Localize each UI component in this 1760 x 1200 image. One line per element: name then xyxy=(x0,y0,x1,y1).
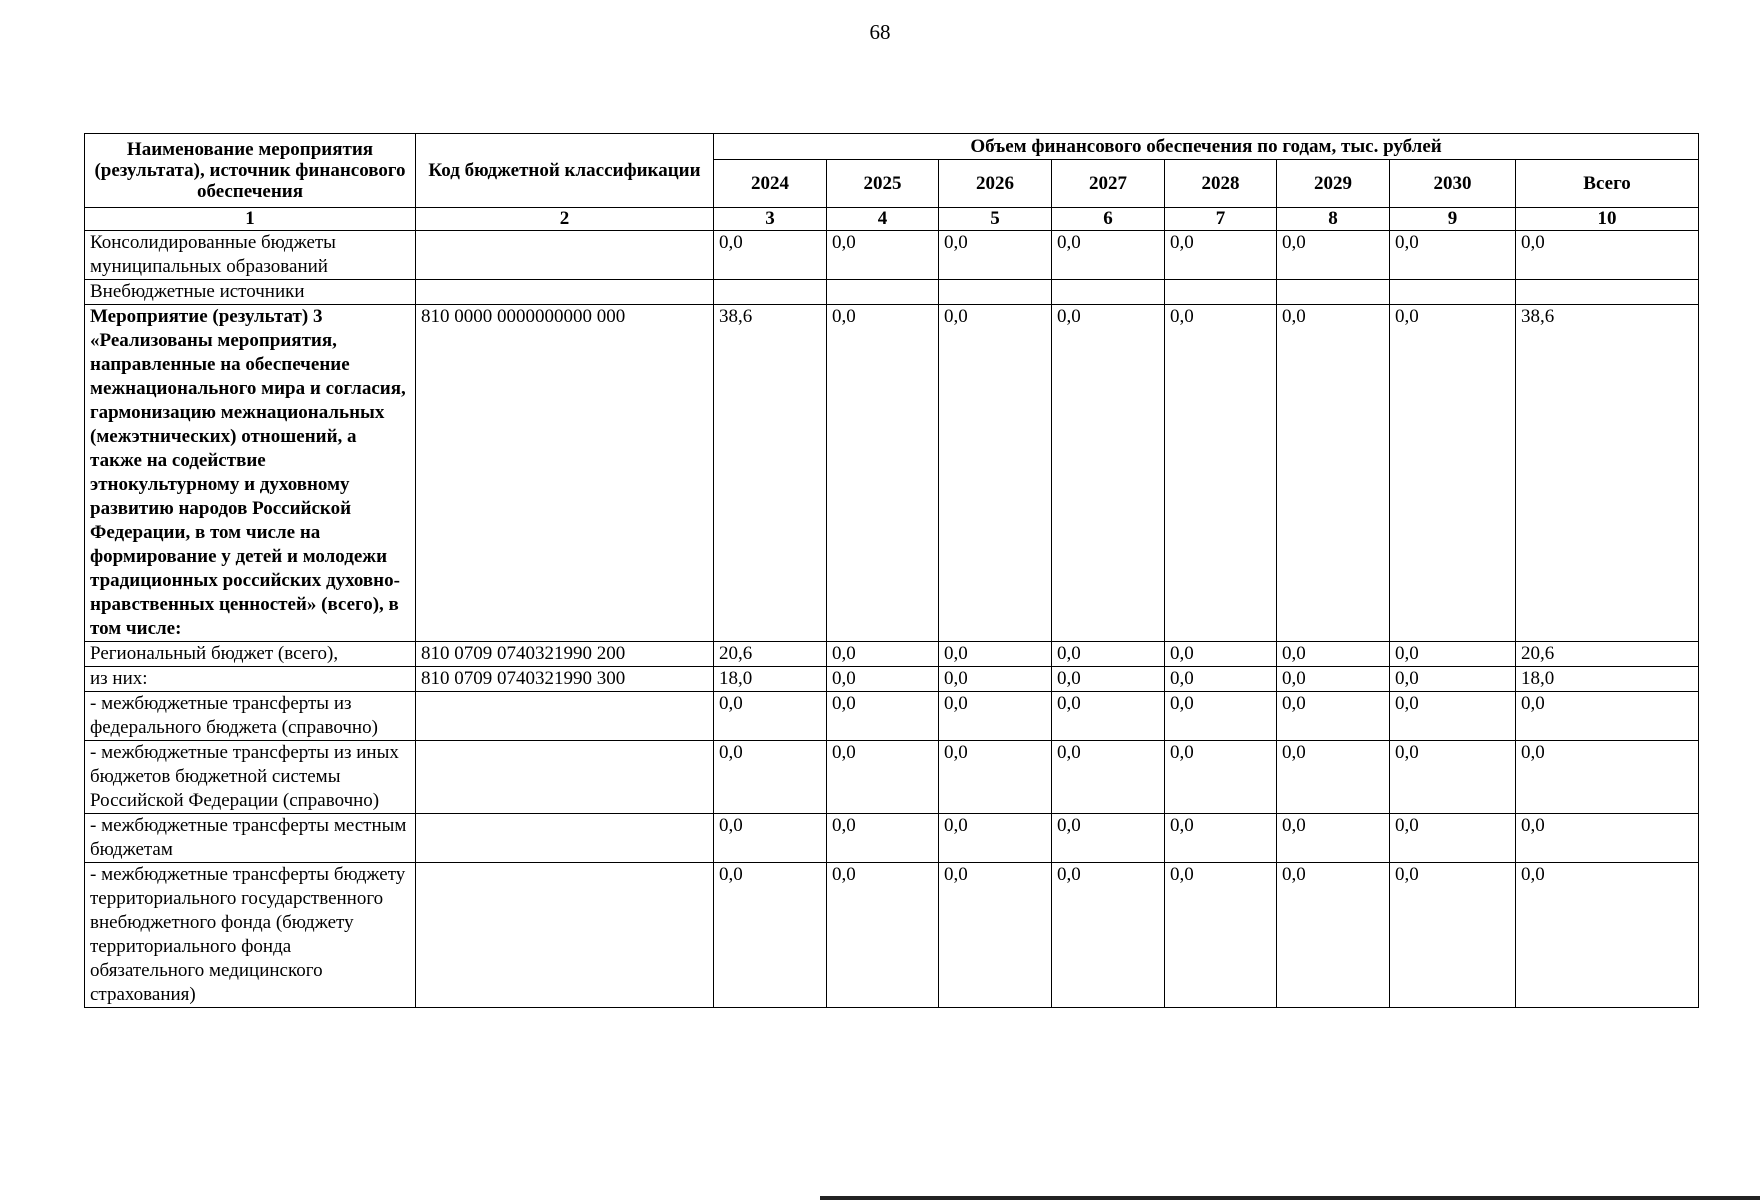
row-name: - межбюджетные трансферты из федерального бюджета (справочно) xyxy=(85,692,416,741)
value-cell xyxy=(939,280,1052,305)
value-cell: 0,0 xyxy=(1052,667,1165,692)
value-cell: 0,0 xyxy=(1277,863,1390,1008)
value-cell: 0,0 xyxy=(1277,692,1390,741)
value-cell: 0,0 xyxy=(939,305,1052,642)
table-row xyxy=(85,814,1699,863)
value-cell: 18,0 xyxy=(1516,667,1699,692)
value-cell: 20,6 xyxy=(714,642,827,667)
value-cell: 0,0 xyxy=(1390,642,1516,667)
column-number: 5 xyxy=(939,208,1052,231)
value-cell: 0,0 xyxy=(1165,231,1277,280)
table-row xyxy=(85,231,1699,280)
value-cell: 0,0 xyxy=(1516,863,1699,1008)
row-name: - межбюджетные трансферты из иных бюджетов бюджетной системы Российской Федерации (справочно) xyxy=(85,741,416,814)
row-code xyxy=(416,863,714,1008)
value-cell: 0,0 xyxy=(1165,305,1277,642)
value-cell: 0,0 xyxy=(1165,863,1277,1008)
header-year: 2027 xyxy=(1052,160,1165,208)
header-year: 2024 xyxy=(714,160,827,208)
row-name: Внебюджетные источники xyxy=(85,280,416,305)
value-cell: 0,0 xyxy=(1516,692,1699,741)
row-code: 810 0709 0740321990 300 xyxy=(416,667,714,692)
value-cell: 0,0 xyxy=(827,305,939,642)
value-cell: 0,0 xyxy=(827,642,939,667)
financing-table xyxy=(84,133,1699,1008)
row-name: Региональный бюджет (всего), xyxy=(85,642,416,667)
value-cell: 0,0 xyxy=(939,667,1052,692)
value-cell: 0,0 xyxy=(1390,231,1516,280)
header-year: 2030 xyxy=(1390,160,1516,208)
row-code xyxy=(416,741,714,814)
row-code xyxy=(416,280,714,305)
value-cell: 38,6 xyxy=(1516,305,1699,642)
header-volume: Объем финансового обеспечения по годам, тыс. рублей xyxy=(714,134,1699,160)
value-cell: 0,0 xyxy=(1165,741,1277,814)
value-cell: 0,0 xyxy=(1277,814,1390,863)
value-cell: 0,0 xyxy=(1052,814,1165,863)
value-cell: 0,0 xyxy=(1390,692,1516,741)
value-cell: 0,0 xyxy=(714,814,827,863)
value-cell: 0,0 xyxy=(1052,741,1165,814)
value-cell: 0,0 xyxy=(1052,863,1165,1008)
table-row xyxy=(85,741,1699,814)
value-cell: 18,0 xyxy=(714,667,827,692)
header-year: 2025 xyxy=(827,160,939,208)
value-cell xyxy=(1390,280,1516,305)
column-number: 3 xyxy=(714,208,827,231)
value-cell: 0,0 xyxy=(1052,642,1165,667)
header-year: 2026 xyxy=(939,160,1052,208)
value-cell: 0,0 xyxy=(1277,231,1390,280)
table-row xyxy=(85,692,1699,741)
value-cell: 0,0 xyxy=(1390,741,1516,814)
value-cell: 0,0 xyxy=(1516,741,1699,814)
value-cell: 0,0 xyxy=(1516,231,1699,280)
column-number: 1 xyxy=(85,208,416,231)
value-cell: 0,0 xyxy=(1165,814,1277,863)
value-cell: 0,0 xyxy=(1390,814,1516,863)
value-cell: 0,0 xyxy=(1052,231,1165,280)
value-cell: 0,0 xyxy=(1277,642,1390,667)
row-code xyxy=(416,692,714,741)
value-cell xyxy=(1277,280,1390,305)
header-total: Всего xyxy=(1516,160,1699,208)
value-cell: 0,0 xyxy=(939,231,1052,280)
value-cell: 0,0 xyxy=(1516,814,1699,863)
value-cell: 0,0 xyxy=(827,863,939,1008)
column-number: 4 xyxy=(827,208,939,231)
value-cell: 0,0 xyxy=(827,692,939,741)
value-cell: 0,0 xyxy=(1277,305,1390,642)
column-number: 10 xyxy=(1516,208,1699,231)
row-code: 810 0000 0000000000 000 xyxy=(416,305,714,642)
value-cell xyxy=(1052,280,1165,305)
value-cell: 0,0 xyxy=(714,863,827,1008)
row-name: - межбюджетные трансферты бюджету территориального государственного внебюджетного фонда (бюджету территориального фонда обязательного медицинского страхования) xyxy=(85,863,416,1008)
header-year: 2028 xyxy=(1165,160,1277,208)
value-cell: 0,0 xyxy=(1390,863,1516,1008)
table-row xyxy=(85,280,1699,305)
value-cell: 0,0 xyxy=(939,863,1052,1008)
column-number: 7 xyxy=(1165,208,1277,231)
value-cell: 0,0 xyxy=(939,642,1052,667)
column-number: 9 xyxy=(1390,208,1516,231)
value-cell: 0,0 xyxy=(1052,305,1165,642)
value-cell xyxy=(714,280,827,305)
value-cell: 0,0 xyxy=(1390,305,1516,642)
value-cell: 0,0 xyxy=(827,814,939,863)
header-name: Наименование мероприятия (результата), источник финансового обеспечения xyxy=(85,134,416,208)
value-cell: 0,0 xyxy=(1052,692,1165,741)
value-cell xyxy=(1165,280,1277,305)
column-number: 2 xyxy=(416,208,714,231)
column-number: 6 xyxy=(1052,208,1165,231)
value-cell: 0,0 xyxy=(714,231,827,280)
table-row xyxy=(85,642,1699,667)
scan-edge-line xyxy=(820,1196,1760,1200)
value-cell xyxy=(827,280,939,305)
value-cell: 0,0 xyxy=(939,814,1052,863)
value-cell: 0,0 xyxy=(827,231,939,280)
row-name: Консолидированные бюджеты муниципальных образований xyxy=(85,231,416,280)
value-cell xyxy=(1516,280,1699,305)
row-code xyxy=(416,814,714,863)
value-cell: 20,6 xyxy=(1516,642,1699,667)
row-name-measure: Мероприятие (результат) 3 «Реализованы мероприятия, направленные на обеспечение межнационального мира и согласия, гармонизацию межнациональных (межэтнических) отношений, а также на содействие этнокультурному и духовному развитию народов Российской Федерации, в том числе на формирование у детей и молодежи традиционных российских духовно-нравственных ценностей» (всего), в том числе: xyxy=(85,305,416,642)
value-cell: 0,0 xyxy=(827,741,939,814)
value-cell: 0,0 xyxy=(1165,642,1277,667)
value-cell: 0,0 xyxy=(1277,741,1390,814)
row-code: 810 0709 0740321990 200 xyxy=(416,642,714,667)
page-number: 68 xyxy=(869,20,891,44)
value-cell: 0,0 xyxy=(939,741,1052,814)
value-cell: 38,6 xyxy=(714,305,827,642)
header-year: 2029 xyxy=(1277,160,1390,208)
column-number: 8 xyxy=(1277,208,1390,231)
column-number-row xyxy=(85,208,1699,231)
table-row xyxy=(85,863,1699,1008)
value-cell: 0,0 xyxy=(827,667,939,692)
row-name: из них: xyxy=(85,667,416,692)
row-name: - межбюджетные трансферты местным бюджетам xyxy=(85,814,416,863)
value-cell: 0,0 xyxy=(1165,667,1277,692)
value-cell: 0,0 xyxy=(714,741,827,814)
header-code: Код бюджетной классификации xyxy=(416,134,714,208)
value-cell: 0,0 xyxy=(1390,667,1516,692)
table-row xyxy=(85,305,1699,642)
row-code xyxy=(416,231,714,280)
value-cell: 0,0 xyxy=(939,692,1052,741)
value-cell: 0,0 xyxy=(1277,667,1390,692)
value-cell: 0,0 xyxy=(714,692,827,741)
table-row xyxy=(85,667,1699,692)
value-cell: 0,0 xyxy=(1165,692,1277,741)
